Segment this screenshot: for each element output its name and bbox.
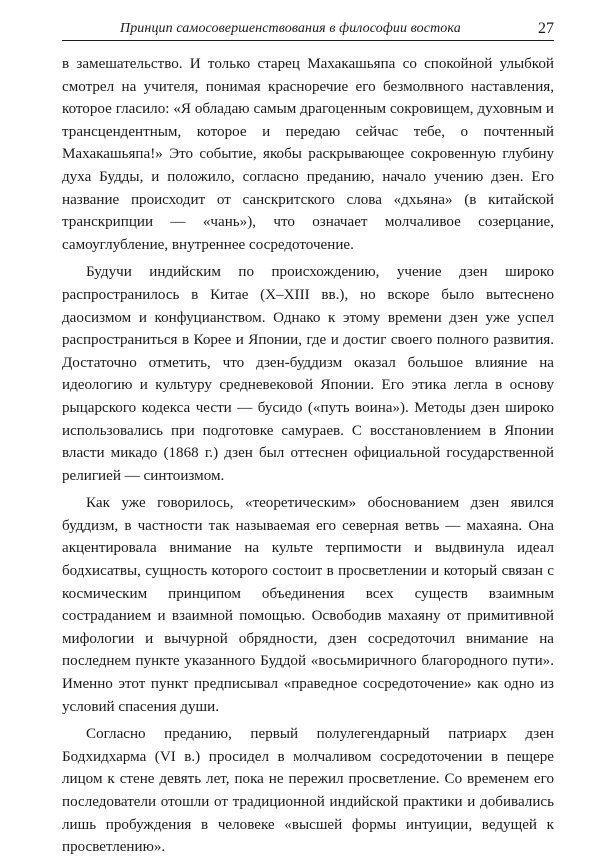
paragraph: в замешательство. И только старец Махакашьяпа со спокойной улыбкой смотрел на учителя, понимая красноречие его безмолвного наставления, которое гласило: «Я обладаю самым драгоценным сокровищем, духовным и трансцендентным, которое и передаю сейчас тебе, о почтенный Махакашьяпа!» Это событие, якобы раскрывающее сокровенную глубину духа Будды, и положило, согласно преданию, начало учению дзен. Его название происходит от санскритского слова «дхьяна» (в китайской транскрипции — «чань»), что означает молчаливое созерцание, самоуглубление, внутреннее сосредоточение. [62,56,554,253]
paragraph: Как уже говорилось, «теоретическим» обоснованием дзен явился буддизм, в частности так называемая его северная ветвь — махаяна. Она акцентировала внимание на культе терпимости и выдвинула идеал бодхисатвы, сущность которого состоит в просветлении и который связан с космическим принципом объединения всех существ взаимным состраданием и взаимной помощью. Освободив махаяну от примитивной мифологии и вычурной обрядности, дзен сосредоточил внимание на последнем пункте указанного Буддой «восьмиричного благородного пути». Именно этот пункт предписывал «праведное сосредоточение» как одно из условий спасения души. [62,495,554,715]
paragraph: Согласно преданию, первый полулегендарный патриарх дзен Бодхидхарма (VI в.) просидел в молчаливом сосредоточении в пещере лицом к стене девять лет, пока не пережил просветление. Со временем его последователи отошли от традиционной индийской практики и добивались лишь пробуждения в человеке «высшей формы интуиции, ведущей к просветлению». [62,726,554,856]
paragraph: Будучи индийским по происхождению, учение дзен широко распространилось в Китае (X–XIII вв.), но вскоре было вытеснено даосизмом и конфуцианством. Однако к этому времени дзен уже успел распространиться в Корее и Японии, где и достиг своего полного развития. Достаточно отметить, что дзен-буддизм оказал большое влияние на идеологию и культуру средневековой Японии. Его этика легла в основу рыцарского кодекса чести — бусидо («путь воина»). Методы дзен широко использовались при подготовке самураев. С восстановлением в Японии власти микадо (1868 г.) дзен был оттеснен официальной государственной религией — синтоизмом. [62,264,554,484]
page-number: 27 [538,20,554,37]
running-title: Принцип самосовершенствования в философии востока [120,21,461,36]
body-text [62,53,554,864]
running-header [62,18,554,41]
